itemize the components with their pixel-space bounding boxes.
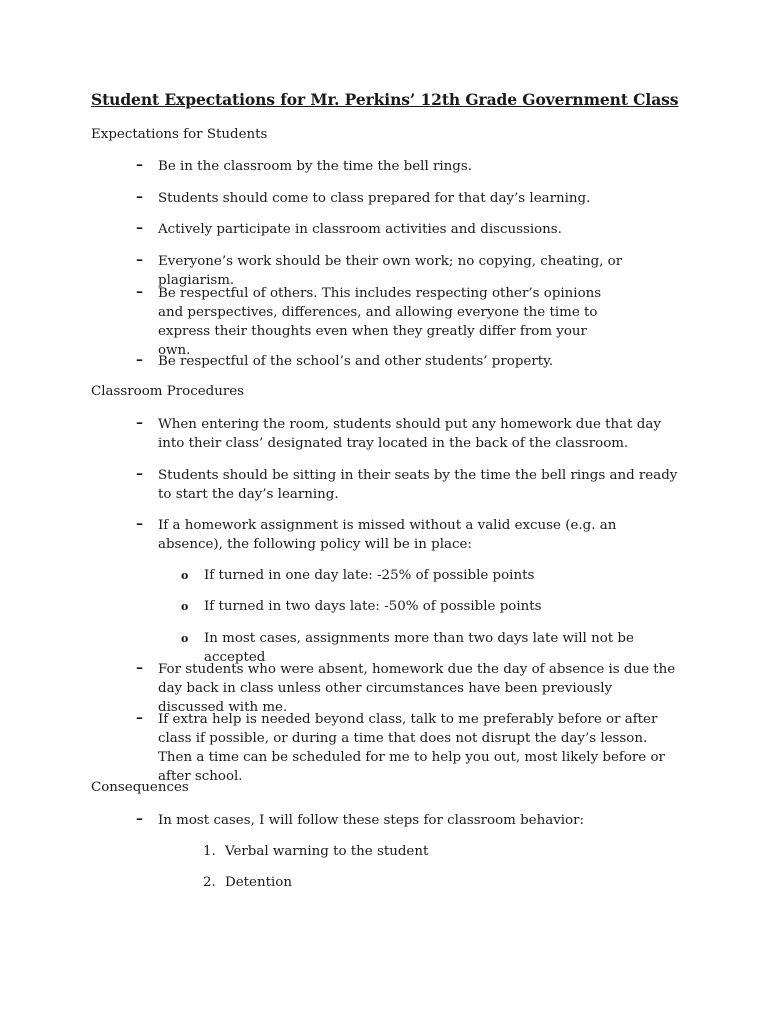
- list-item: [136, 660, 681, 717]
- dash-bullet: –: [136, 189, 143, 205]
- section-heading-expectations: Expectations for Students: [91, 127, 268, 142]
- dash-bullet: –: [136, 710, 143, 726]
- list-item-text: Everyone’s work should be their own work; no copying, cheating, or plagiarism.: [158, 254, 623, 288]
- list-item-text: Students should be sitting in their seats by the time the bell rings and ready to start the day’s learning.: [158, 468, 678, 502]
- step-text: Verbal warning to the student: [225, 844, 429, 859]
- list-item: [136, 284, 616, 360]
- dash-bullet: –: [136, 811, 143, 827]
- circle-bullet: o: [181, 569, 189, 582]
- circle-bullet: o: [181, 600, 189, 613]
- dash-bullet: –: [136, 415, 143, 431]
- list-item-text: Students should come to class prepared for that day’s learning.: [158, 191, 591, 206]
- list-item-text: In most cases, I will follow these steps for classroom behavior:: [158, 813, 585, 828]
- late-policy-item: [181, 566, 681, 585]
- dash-bullet: –: [136, 252, 143, 268]
- dash-bullet: –: [136, 284, 143, 300]
- section-heading-procedures: Classroom Procedures: [91, 384, 245, 399]
- document-title: Student Expectations for Mr. Perkins’ 12th Grade Government Class: [91, 90, 679, 109]
- late-policy-text: If turned in two days late: -50% of possible points: [204, 599, 542, 614]
- section-heading-consequences: Consequences: [91, 780, 189, 795]
- dash-bullet: –: [136, 516, 143, 532]
- numbered-step: [203, 842, 623, 861]
- dash-bullet: –: [136, 352, 143, 368]
- list-item: [136, 415, 681, 453]
- dash-bullet: –: [136, 157, 143, 173]
- list-item: [136, 352, 696, 371]
- list-item: [136, 189, 696, 208]
- list-item: [136, 466, 681, 504]
- list-item-text: If a homework assignment is missed without a valid excuse (e.g. an absence), the following policy will be in place:: [158, 518, 617, 552]
- list-item-text: Actively participate in classroom activities and discussions.: [158, 222, 562, 237]
- late-policy-item: [181, 597, 681, 616]
- list-item-text: Be in the classroom by the time the bell rings.: [158, 159, 472, 174]
- step-text: Detention: [225, 875, 292, 890]
- list-item-text: For students who were absent, homework due the day of absence is due the day back in class unless other circumstances have been previously discussed with me.: [158, 662, 676, 715]
- list-item-text: When entering the room, students should put any homework due that day into their class’ designated tray located in the back of the classroom.: [158, 417, 661, 451]
- list-item: [136, 157, 696, 176]
- list-item-text: Be respectful of the school’s and other students’ property.: [158, 354, 554, 369]
- dash-bullet: –: [136, 466, 143, 482]
- list-item: [136, 220, 696, 239]
- numbered-step: [203, 873, 623, 892]
- step-number: 1.: [203, 844, 216, 859]
- list-item-text: Be respectful of others. This includes respecting other’s opinions and perspectives, differences, and allowing everyone the time to express their thoughts even when they greatly differ from your own.: [158, 286, 602, 358]
- list-item: [136, 710, 681, 786]
- late-policy-text: In most cases, assignments more than two days late will not be accepted: [204, 631, 634, 665]
- list-item-text: If extra help is needed beyond class, talk to me preferably before or after class if possible, or during a time that does not disrupt the day’s lesson. Then a time can be scheduled for me to help you out, most likely before or after school.: [158, 712, 665, 784]
- step-number: 2.: [203, 875, 216, 890]
- dash-bullet: –: [136, 220, 143, 236]
- circle-bullet: o: [181, 632, 189, 645]
- list-item: [136, 811, 696, 830]
- dash-bullet: –: [136, 660, 143, 676]
- late-policy-text: If turned in one day late: -25% of possible points: [204, 568, 535, 583]
- list-item: [136, 516, 681, 554]
